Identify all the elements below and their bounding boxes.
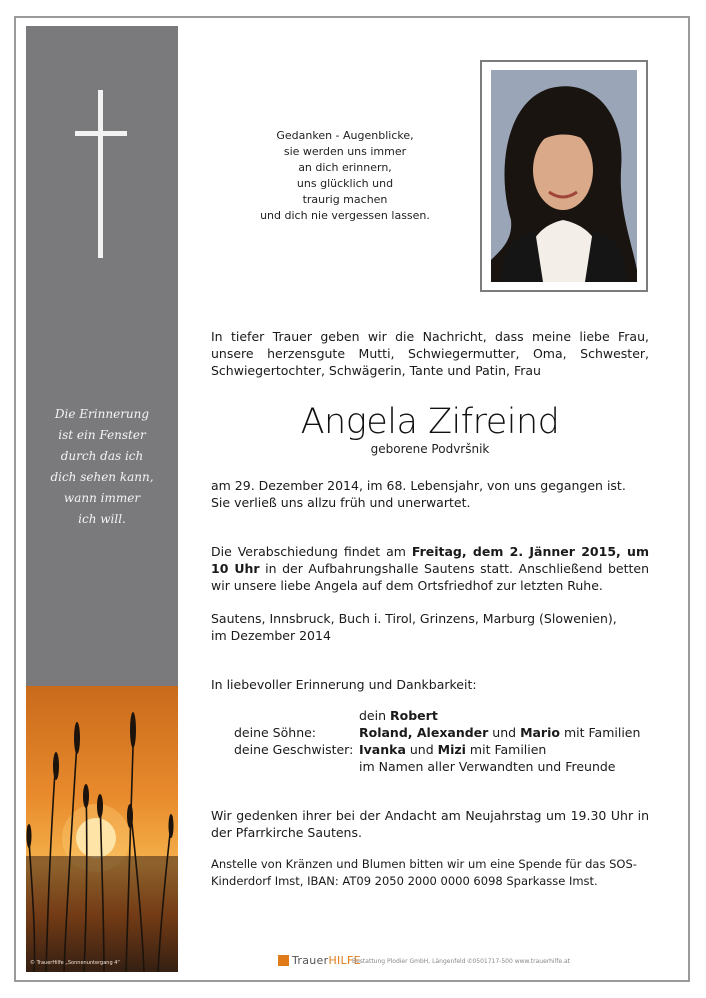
poem-line: an dich erinnern, — [298, 161, 392, 174]
quote-line: ich will. — [78, 512, 126, 526]
farewell-date: Freitag, dem 2. Jänner 2015, um 10 Uhr — [211, 544, 649, 576]
cross-icon — [98, 90, 103, 258]
poem-line: sie werden uns immer — [283, 145, 407, 158]
quote-line: Die Erinnerung — [54, 407, 150, 421]
remembrance-intro: In liebevoller Erinnerung und Dankbarkeit: — [211, 677, 477, 692]
sunset-grass-illustration — [26, 686, 178, 972]
sons-last-name: Mario — [520, 725, 560, 740]
sunset-image — [26, 686, 178, 972]
poem-line: Gedanken - Augenblicke, — [276, 129, 414, 142]
siblings-names — [359, 741, 546, 758]
sons-name-list: Roland, Alexander — [359, 725, 489, 740]
trauerhilfe-logo — [292, 954, 361, 967]
cross-icon-bar — [75, 131, 127, 136]
footer-info: Bestattung Plodier GmbH, Längenfeld ✆0501717-500 www.trauerhilfe.at — [352, 958, 571, 965]
portrait-photo — [491, 70, 637, 282]
portrait-illustration — [491, 70, 637, 282]
husband-prefix: dein — [359, 708, 387, 723]
donation-text: Anstelle von Kränzen und Blumen bitten wir um eine Spende für das SOS-Kinderdorf Imst, IBAN: AT09 2050 2000 0000 6098 Sparkasse Imst. — [211, 857, 637, 888]
places-line: im Dezember 2014 — [211, 628, 331, 643]
sons-label: deine Söhne: — [234, 725, 317, 740]
memorial-text: Wir gedenken ihrer bei der Andacht am Neujahrstag um 19.30 Uhr in der Pfarrkirche Sautens. — [211, 808, 649, 840]
places-line: Sautens, Innsbruck, Buch i. Tirol, Grinzens, Marburg (Slowenien), — [211, 611, 617, 626]
logo-part1: Trauer — [292, 954, 329, 967]
sibling-name: Ivanka — [359, 742, 406, 757]
death-notice-line: am 29. Dezember 2014, im 68. Lebensjahr, von uns gegangen ist. — [211, 478, 626, 493]
farewell-intro: Die Verabschiedung findet am — [211, 544, 406, 559]
poem-line: uns glücklich und — [296, 177, 394, 190]
relatives-text: im Namen aller Verwandten und Freunde — [359, 759, 616, 774]
footer — [278, 954, 658, 970]
sons-names — [359, 724, 640, 741]
sidebar-quote — [26, 404, 178, 530]
quote-line: dich sehen kann, — [50, 470, 154, 484]
quote-line: wann immer — [63, 491, 141, 505]
deceased-name: Angela Zifreind — [300, 402, 560, 442]
poem-line: traurig machen — [302, 193, 388, 206]
poem-line: und dich nie vergessen lassen. — [260, 209, 430, 222]
announcement-text: In tiefer Trauer geben wir die Nachricht, dass meine liebe Frau, unsere herzensgute Mutti, Schwiegermutter, Oma, Schwester, Schwiegertochter, Schwägerin, Tante und Patin, Frau — [211, 329, 649, 378]
places-text — [211, 610, 649, 644]
siblings-label: deine Geschwister: — [234, 742, 354, 757]
siblings-and: und — [409, 742, 434, 757]
sons-suffix: mit Familien — [563, 725, 641, 740]
farewell-text — [211, 543, 649, 594]
logo-part2: HILFE — [328, 954, 361, 967]
death-notice-line: Sie verließ uns allzu früh und unerwartet. — [211, 495, 471, 510]
sons-and: und — [492, 725, 517, 740]
farewell-rest: in der Aufbahrungshalle Sautens statt. Anschließend betten wir unsere liebe Angela auf dem Ortsfriedhof zur letzten Ruhe. — [211, 561, 650, 593]
sibling-name: Mizi — [437, 742, 466, 757]
quote-line: ist ein Fenster — [58, 428, 146, 442]
quote-line: durch das ich — [60, 449, 144, 463]
poem — [250, 128, 440, 224]
death-notice — [211, 477, 649, 511]
husband-name: Robert — [390, 708, 438, 723]
trauerhilfe-logo-icon — [278, 955, 289, 966]
husband-names — [359, 707, 438, 724]
image-credit: © TrauerHilfe „Sonnenuntergang 4“ — [30, 960, 120, 966]
siblings-suffix: mit Familien — [469, 742, 547, 757]
maiden-name: geborene Podvršnik — [370, 442, 490, 456]
